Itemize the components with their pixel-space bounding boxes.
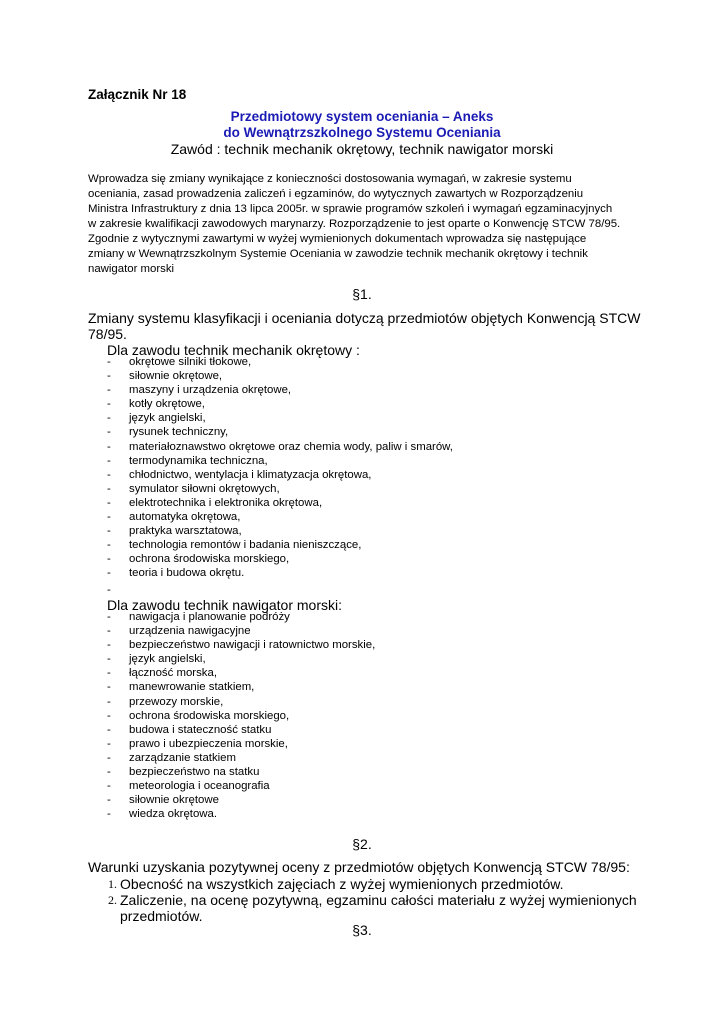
list-item: - wiedza okrętowa.	[107, 807, 375, 821]
intro-line: w zakresie kwalifikacji zawodowych marynarzy. Rozporządzenie to jest oparte o Konwencję STCW 78/95.	[88, 218, 621, 230]
section-1-sign: §1.	[352, 286, 372, 302]
condition-text: Zaliczenie, na ocenę pozytywną, egzaminu całości materiału z wyżej wymienionych	[120, 892, 637, 908]
intro-line: zmiany w Wewnątrzszkolnym Systemie Oceniania w zawodzie technik mechanik okrętowy i technik	[88, 248, 588, 260]
list-item: - technologia remontów i badania nieniszczące,	[107, 538, 453, 552]
list-item: - maszyny i urządzenia okrętowe,	[107, 383, 453, 397]
condition-item	[88, 892, 652, 924]
profession-subtitle: Zawód : technik mechanik okrętowy, technik nawigator morski	[170, 141, 554, 157]
document-title-line-1: Przedmiotowy system oceniania – Aneks	[230, 109, 494, 124]
intro-line: oceniania, zasad prowadzenia zaliczeń i egzaminów, do wytycznych zawartych w Rozporządzeniu	[88, 188, 584, 200]
condition-text: Obecność na wszystkich zajęciach z wyżej wymienionych przedmiotów.	[120, 876, 564, 892]
list-item: - rysunek techniczny,	[107, 425, 453, 439]
mechanic-subject-list	[107, 355, 453, 581]
intro-line: nawigator morski	[88, 263, 175, 275]
conditions-list	[88, 876, 652, 924]
empty-list-dash: -	[107, 584, 111, 596]
list-item: - urządzenia nawigacyjne	[107, 624, 375, 638]
mechanic-list-heading: Dla zawodu technik mechanik okrętowy :	[107, 342, 360, 358]
condition-item	[88, 876, 652, 892]
section-3-sign: §3.	[352, 922, 372, 938]
list-item: - język angielski,	[107, 411, 453, 425]
condition-number: 1.	[108, 877, 117, 891]
list-item: - bezpieczeństwo na statku	[107, 765, 375, 779]
intro-paragraph	[88, 172, 658, 277]
list-item: - termodynamika techniczna,	[107, 454, 453, 468]
list-item: - symulator siłowni okrętowych,	[107, 482, 453, 496]
document-title-line-2: do Wewnątrzszkolnego Systemu Oceniania	[223, 125, 501, 140]
intro-line: Zgodnie z wytycznymi zawartymi w wyżej wymienionych dokumentach wprowadza się następujące	[88, 233, 587, 245]
list-item: - łączność morska,	[107, 666, 375, 680]
list-item: - zarządzanie statkiem	[107, 751, 375, 765]
list-item: - ochrona środowiska morskiego,	[107, 552, 453, 566]
section-1-text	[88, 310, 652, 342]
navigator-list-heading: Dla zawodu technik nawigator morski:	[107, 597, 342, 613]
section-2-text: Warunki uzyskania pozytywnej oceny z przedmiotów objętych Konwencją STCW 78/95:	[88, 859, 630, 875]
list-item: - przewozy morskie,	[107, 695, 375, 709]
section-1-text-line: 78/95.	[88, 326, 127, 342]
intro-line: Ministra Infrastruktury z dnia 13 lipca 2005r. w sprawie programów szkoleń i wymagań egzaminacyjnych	[88, 203, 613, 215]
list-item: - automatyka okrętowa,	[107, 510, 453, 524]
navigator-subject-list	[107, 610, 375, 821]
annex-label: Załącznik Nr 18	[88, 87, 187, 102]
condition-text-continued: przedmiotów.	[120, 908, 203, 924]
list-item: - materiałoznawstwo okrętowe oraz chemia wody, paliw i smarów,	[107, 440, 453, 454]
section-2-sign: §2.	[352, 836, 372, 852]
list-item: - siłownie okrętowe,	[107, 369, 453, 383]
list-item: - budowa i stateczność statku	[107, 723, 375, 737]
list-item: - praktyka warsztatowa,	[107, 524, 453, 538]
list-item: - teoria i budowa okrętu.	[107, 566, 453, 580]
condition-number: 2.	[108, 893, 117, 907]
list-item: - chłodnictwo, wentylacja i klimatyzacja okrętowa,	[107, 468, 453, 482]
list-item: - bezpieczeństwo nawigacji i ratownictwo morskie,	[107, 638, 375, 652]
intro-line: Wprowadza się zmiany wynikające z konieczności dostosowania wymagań, w zakresie systemu	[88, 173, 572, 185]
list-item: - prawo i ubezpieczenia morskie,	[107, 737, 375, 751]
list-item: - kotły okrętowe,	[107, 397, 453, 411]
list-item: - nawigacja i planowanie podróży	[107, 610, 375, 624]
list-item: - manewrowanie statkiem,	[107, 680, 375, 694]
section-1-text-line: Zmiany systemu klasyfikacji i oceniania dotyczą przedmiotów objętych Konwencją STCW	[88, 310, 641, 326]
list-item: - okrętowe silniki tłokowe,	[107, 355, 453, 369]
list-item: - siłownie okrętowe	[107, 793, 375, 807]
list-item: - język angielski,	[107, 652, 375, 666]
list-item: - meteorologia i oceanografia	[107, 779, 375, 793]
list-item: - elektrotechnika i elektronika okrętowa,	[107, 496, 453, 510]
list-item: - ochrona środowiska morskiego,	[107, 709, 375, 723]
